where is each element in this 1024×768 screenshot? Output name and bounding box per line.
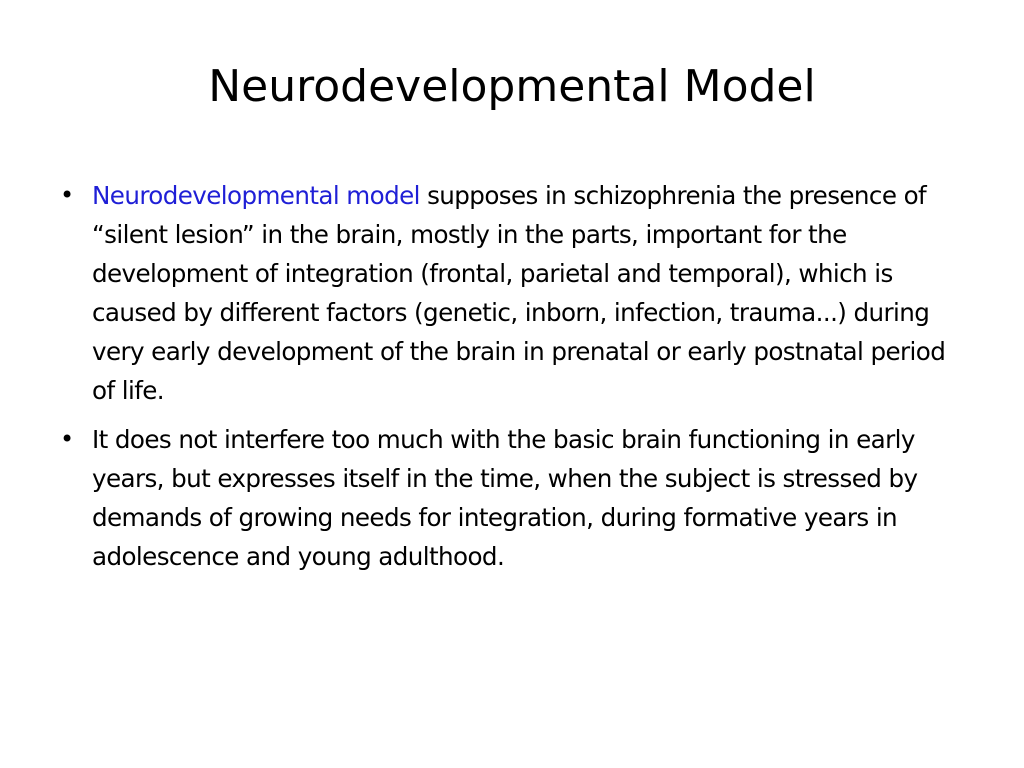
slide-title: Neurodevelopmental Model [208,61,816,112]
bullet-text: supposes in schizophrenia the presence of “silent lesion” in the brain, mostly in the parts, important for the development of integration (frontal, parietal and temporal), which is caused by different factors (genetic, inborn, infection, trauma...) during very early development of the brain in prenatal or early postnatal period of life. [92,181,946,405]
bullet-item-2 [60,420,965,576]
bullet-icon: • [60,425,75,453]
bullet-text: It does not interfere too much with the basic brain functioning in early years, but expresses itself in the time, when the subject is stressed by demands of growing needs for integration, during formative years in adolescence and young adulthood. [92,425,918,571]
bullet-item-1 [60,176,965,410]
highlighted-term: Neurodevelopmental model [92,181,420,210]
bullet-icon: • [60,181,75,209]
bullet-list [60,176,965,586]
